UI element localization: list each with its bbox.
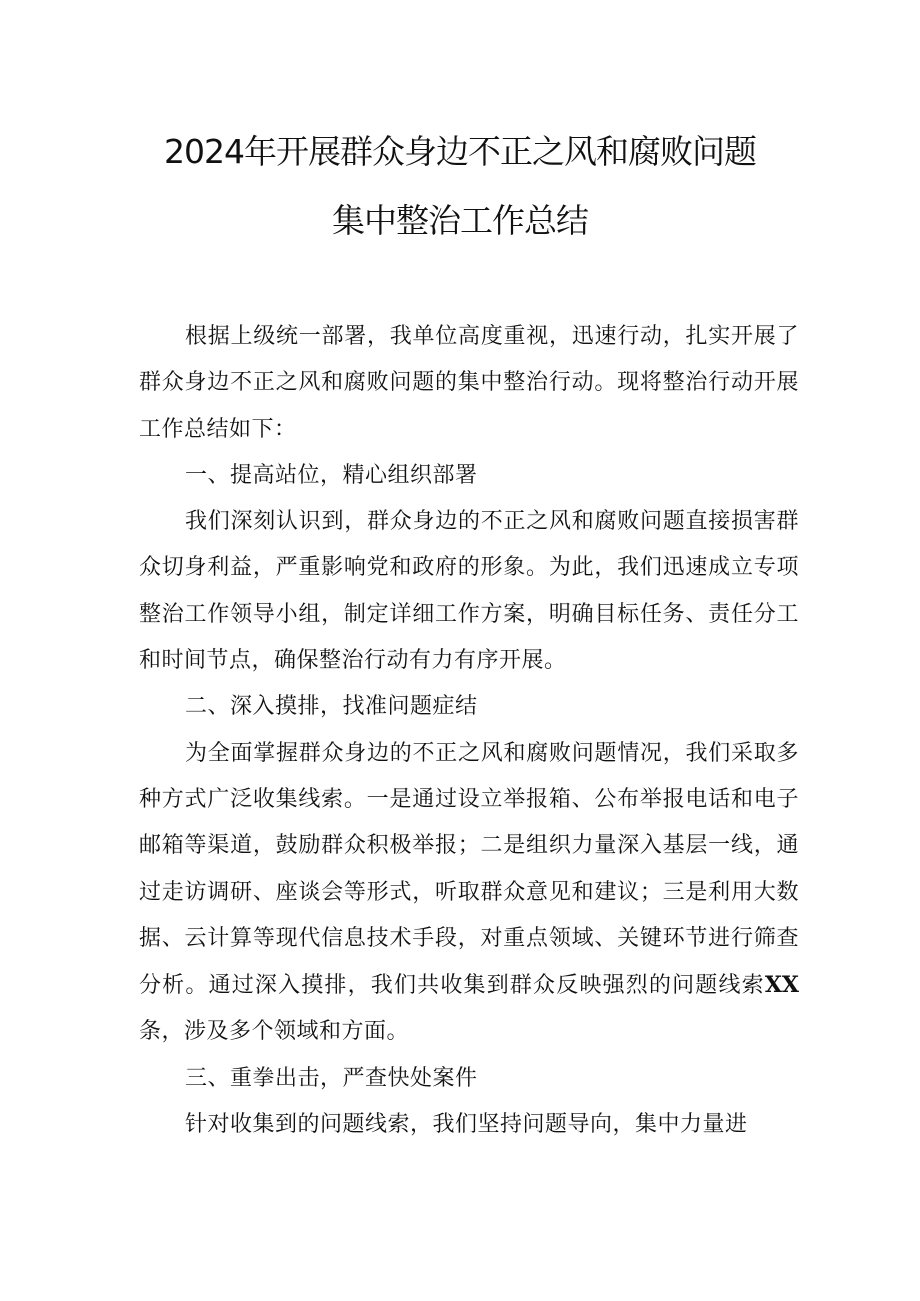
section-heading-3: 三、重拳出击，严查快处案件 bbox=[185, 1065, 478, 1091]
document-title-line-2: 集中整治工作总结 bbox=[332, 201, 588, 240]
clue-count: XX bbox=[764, 972, 799, 999]
section-paragraph-2 bbox=[139, 731, 799, 1056]
intro-paragraph: 根据上级统一部署，我单位高度重视，迅速行动，扎实开展了群众身边不正之风和腐败问题的集中整治行动。现将整治行动开展工作总结如下： bbox=[139, 324, 799, 442]
document-title-line-1: 2024年开展群众身边不正之风和腐败问题 bbox=[164, 132, 756, 171]
section-heading-1: 一、提高站位，精心组织部署 bbox=[185, 462, 478, 488]
document-body bbox=[139, 314, 799, 1148]
section-paragraph-1: 我们深刻认识到，群众身边的不正之风和腐败问题直接损害群众切身利益，严重影响党和政府的形象。为此，我们迅速成立专项整治工作领导小组，制定详细工作方案，明确目标任务、责任分工和时间节点，确保整治行动有力有序开展。 bbox=[139, 509, 799, 674]
section-paragraph-3: 针对收集到的问题线索，我们坚持问题导向，集中力量进 bbox=[185, 1112, 748, 1138]
section-paragraph-2-tail: 条，涉及多个领域和方面。 bbox=[139, 1019, 410, 1045]
section-paragraph-2-text: 为全面掌握群众身边的不正之风和腐败问题情况，我们采取多种方式广泛收集线索。一是通过设立举报箱、公布举报电话和电子邮箱等渠道，鼓励群众积极举报；二是组织力量深入基层一线，通过走访调研、座谈会等形式，听取群众意见和建议；三是利用大数据、云计算等现代信息技术手段，对重点领域、关键环节进行筛查分析。通过深入摸排，我们共收集到群众反映强烈的问题线索 bbox=[139, 740, 799, 999]
section-heading-2: 二、深入摸排，找准问题症结 bbox=[185, 694, 478, 720]
